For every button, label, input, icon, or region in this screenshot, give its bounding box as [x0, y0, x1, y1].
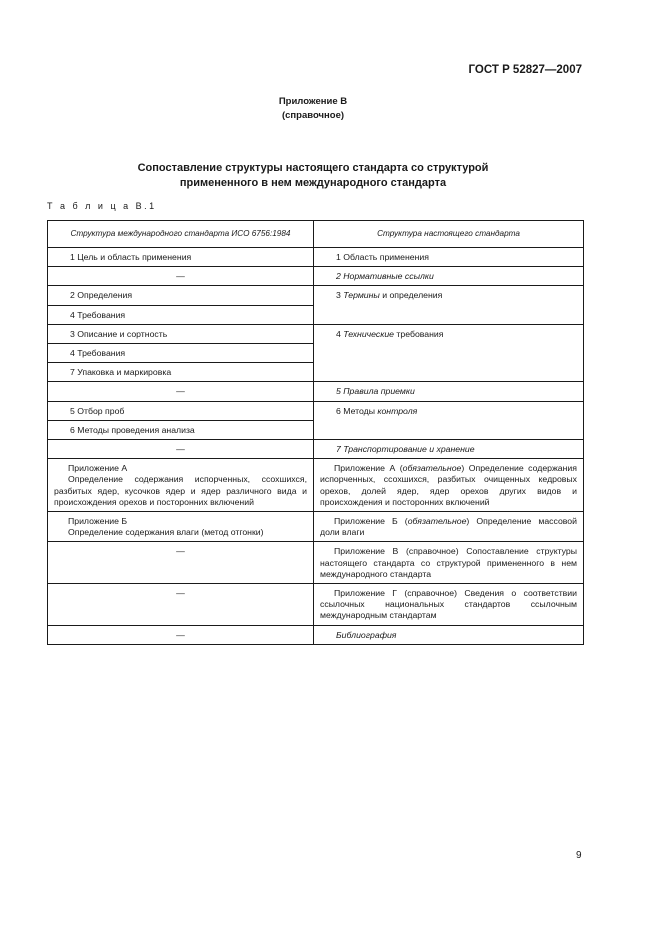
annex-title-block	[0, 95, 626, 123]
cell-text: 6 Методы	[336, 405, 378, 416]
table-row	[48, 459, 584, 512]
comparison-table	[47, 220, 584, 645]
table-row	[48, 324, 584, 343]
cell-left: 3 Описание и сортность	[48, 324, 314, 343]
annex-b-title: Приложение Б	[68, 516, 128, 527]
cell-right	[314, 401, 584, 439]
cell-left: 6 Методы проведения анализа	[48, 420, 314, 439]
cell-text-italic: обязательное	[407, 516, 467, 527]
cell-left	[48, 459, 314, 512]
annex-subtitle: (справочное)	[281, 110, 345, 121]
cell-right: Приложение В (справочное) Сопоставление структуры настоящего стандарта со структурой примененного в нем международного стандарта	[314, 542, 584, 584]
cell-left: 4 Требования	[48, 344, 314, 363]
table-row	[48, 625, 584, 644]
cell-right	[314, 286, 584, 324]
cell-left-dash: —	[48, 382, 314, 401]
cell-left-dash: —	[48, 584, 314, 626]
annex-a-title: Приложение А	[68, 463, 128, 474]
table-row	[48, 440, 584, 459]
cell-left	[48, 512, 314, 542]
cell-text-italic: Технические	[343, 328, 395, 339]
heading-line-2: примененного в нем международного стандарта	[179, 177, 447, 189]
cell-right: 1 Область применения	[314, 248, 584, 267]
cell-left: 2 Определения	[48, 286, 314, 305]
table-row	[48, 267, 584, 286]
cell-text-italic: Термины	[343, 290, 380, 301]
cell-text: Приложение А (	[334, 463, 403, 474]
cell-right	[314, 459, 584, 512]
cell-text: ) Определение содержания испорченных, ссохшихся, разбитых очищенных кедровых орехов, долей ядер, ядер орехов других видов и происхождения и посторонних включений	[320, 463, 577, 507]
cell-text-italic: контроля	[377, 405, 418, 416]
cell-left-dash: —	[48, 542, 314, 584]
cell-left: 7 Упаковка и маркировка	[48, 363, 314, 382]
cell-right: 5 Правила приемки	[314, 382, 584, 401]
cell-text: 3	[336, 290, 344, 301]
table-row	[48, 382, 584, 401]
cell-left: 1 Цель и область применения	[48, 248, 314, 267]
annex-title: Приложение В	[278, 96, 348, 107]
heading-line-1: Сопоставление структуры настоящего стандарта со структурой	[137, 162, 489, 174]
cell-text: Приложение Б (	[334, 516, 408, 527]
annex-b-body: Определение содержания влаги (метод отгонки)	[68, 527, 264, 538]
table-row	[48, 401, 584, 420]
cell-left-dash: —	[48, 440, 314, 459]
cell-left-dash: —	[48, 625, 314, 644]
standard-code: ГОСТ Р 52827—2007	[468, 64, 582, 76]
cell-right	[314, 324, 584, 382]
table-caption: Т а б л и ц а В.1	[47, 201, 157, 211]
section-heading	[0, 161, 626, 191]
column-header-international: Структура международного стандарта ИСО 6756:1984	[48, 221, 314, 248]
page-number: 9	[576, 850, 582, 861]
table-row	[48, 584, 584, 626]
cell-text-italic: обязательное	[402, 463, 462, 474]
cell-left: 5 Отбор проб	[48, 401, 314, 420]
cell-right: Библиография	[314, 625, 584, 644]
cell-left-dash: —	[48, 267, 314, 286]
table-row	[48, 248, 584, 267]
cell-text: ) Определение массовой доли влаги	[320, 516, 577, 538]
cell-right: Приложение Г (справочное) Сведения о соответствии ссылочных национальных стандартов ссылочным международным стандартам	[314, 584, 584, 626]
table-header-row	[48, 221, 584, 248]
annex-a-body: Определение содержания испорченных, ссохшихся, разбитых ядер, кусочков ядер и ядер различного вида и происхождения орехов и посторонних включений	[54, 474, 307, 507]
cell-text: 4	[336, 328, 344, 339]
cell-text: требования	[394, 328, 444, 339]
table-row	[48, 512, 584, 542]
cell-left: 4 Требования	[48, 305, 314, 324]
table-row	[48, 542, 584, 584]
cell-right: 2 Нормативные ссылки	[314, 267, 584, 286]
cell-right	[314, 512, 584, 542]
cell-text: и определения	[379, 290, 443, 301]
table-row	[48, 286, 584, 305]
cell-right: 7 Транспортирование и хранение	[314, 440, 584, 459]
column-header-national: Структура настоящего стандарта	[314, 221, 584, 248]
